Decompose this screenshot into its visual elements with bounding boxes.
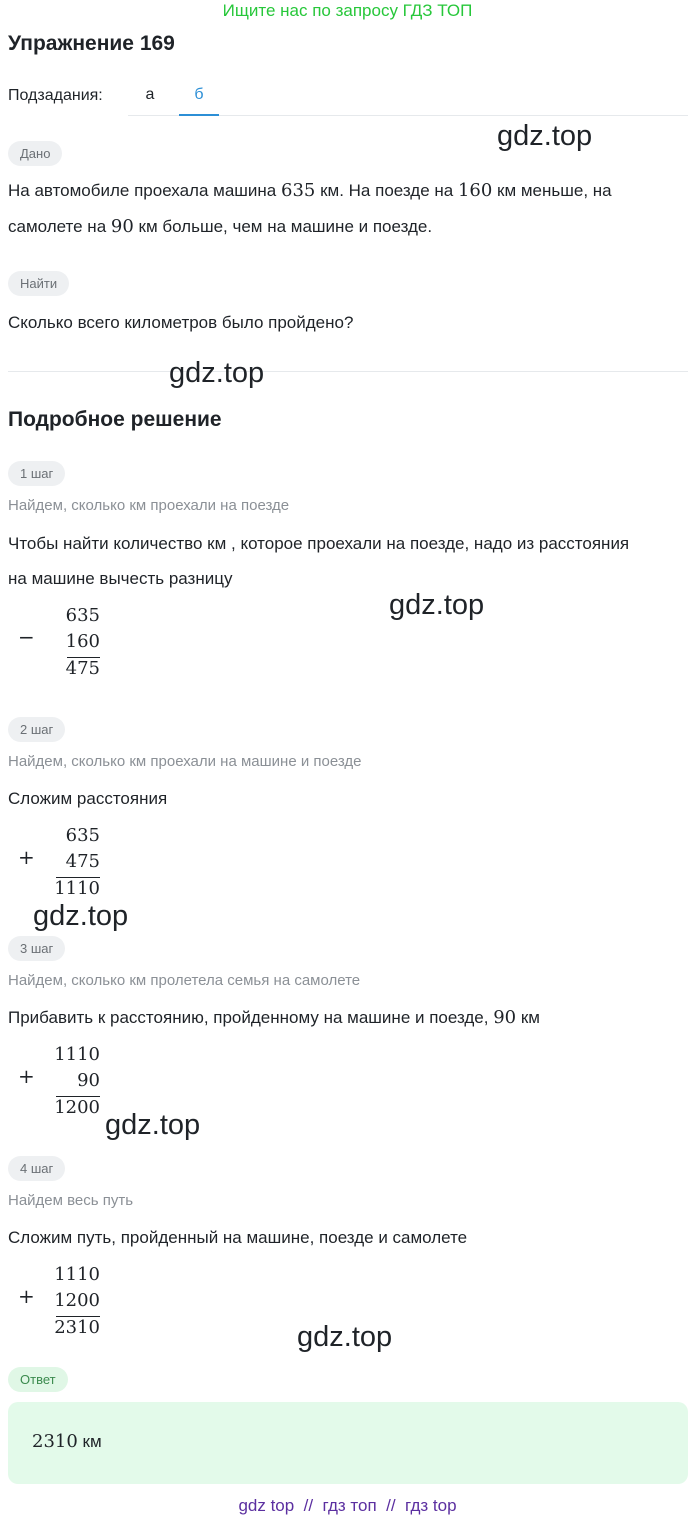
plus-sign: + — [18, 1064, 35, 1088]
subtasks-label: Подзадания: — [8, 87, 103, 104]
operand-2: 90 — [77, 1070, 100, 1091]
column-calculation — [14, 823, 114, 903]
watermark: gdz.top — [297, 1321, 393, 1353]
answer-pill: Ответ — [8, 1367, 68, 1392]
watermark: gdz.top — [389, 589, 485, 621]
find-section — [8, 271, 69, 296]
result: 1200 — [54, 1097, 100, 1118]
step-number-90: 90 — [493, 1007, 517, 1028]
given-text-line-2: самолете на 90 км больше, чем на машине и поезде. — [8, 216, 433, 237]
given-number-635: 635 — [281, 180, 316, 201]
watermark: gdz.top — [33, 900, 129, 932]
watermark: gdz.top — [497, 120, 593, 152]
operand-1: 1110 — [54, 1044, 100, 1065]
result: 475 — [65, 658, 100, 679]
operand-2: 1200 — [54, 1290, 100, 1311]
step-subtitle: Найдем, сколько км проехали на поезде — [8, 497, 290, 514]
promo-banner[interactable]: Ищите нас по запросу ГДЗ ТОП — [222, 1, 473, 20]
step-4 — [8, 1156, 65, 1181]
find-text: Сколько всего километров было пройдено? — [8, 313, 354, 332]
step-subtitle: Найдем весь путь — [8, 1192, 134, 1209]
step-subtitle: Найдем, сколько км пролетела семья на самолете — [8, 972, 361, 989]
column-calculation — [14, 1042, 114, 1122]
plus-sign: + — [18, 845, 35, 869]
find-pill: Найти — [8, 271, 69, 296]
operand-2: 160 — [65, 631, 100, 652]
operand-1: 1110 — [54, 1264, 100, 1285]
given-text-line-1: На автомобиле проехала машина 635 км. На поезде на 160 км меньше, на — [8, 180, 612, 201]
given-number-90: 90 — [110, 216, 134, 237]
divider — [8, 371, 688, 372]
page-title: Упражнение 169 — [8, 32, 175, 55]
column-calculation — [14, 1262, 114, 1342]
watermark: gdz.top — [105, 1109, 201, 1141]
operand-2: 475 — [65, 851, 100, 872]
step-text: Прибавить к расстоянию, пройденному на машине и поезде, 90 км — [8, 1007, 540, 1028]
step-text: Чтобы найти количество км , которое проехали на поезде, надо из расстояния — [8, 534, 630, 553]
result: 2310 — [54, 1317, 100, 1338]
result: 1110 — [54, 878, 100, 899]
step-pill: 3 шаг — [8, 936, 65, 961]
operand-1: 635 — [65, 825, 100, 846]
given-pill: Дано — [8, 141, 62, 166]
step-2 — [8, 717, 65, 742]
step-text: Сложим расстояния — [8, 789, 168, 808]
subtasks-tabs — [128, 80, 688, 116]
operand-1: 635 — [65, 605, 100, 626]
answer-box — [8, 1402, 688, 1484]
solution-title: Подробное решение — [8, 408, 222, 431]
tab-subtask-b[interactable]: б — [179, 86, 219, 116]
step-1 — [8, 461, 65, 486]
step-subtitle: Найдем, сколько км проехали на машине и поезде — [8, 753, 362, 770]
step-text: на машине вычесть разницу — [8, 569, 233, 588]
given-section — [8, 141, 62, 166]
watermark: gdz.top — [169, 357, 265, 389]
answer-value: 2310 км — [32, 1431, 102, 1452]
given-number-160: 160 — [457, 180, 493, 201]
answer-section — [8, 1367, 68, 1392]
tab-subtask-a[interactable]: а — [145, 86, 155, 103]
minus-sign: − — [18, 625, 35, 649]
step-pill: 1 шаг — [8, 461, 65, 486]
column-calculation — [14, 603, 114, 683]
step-pill: 2 шаг — [8, 717, 65, 742]
plus-sign: + — [18, 1284, 35, 1308]
footer-links[interactable]: gdz top // гдз топ // гдз top — [238, 1496, 457, 1515]
step-pill: 4 шаг — [8, 1156, 65, 1181]
step-3 — [8, 936, 65, 961]
step-text: Сложим путь, пройденный на машине, поезде и самолете — [8, 1228, 468, 1247]
